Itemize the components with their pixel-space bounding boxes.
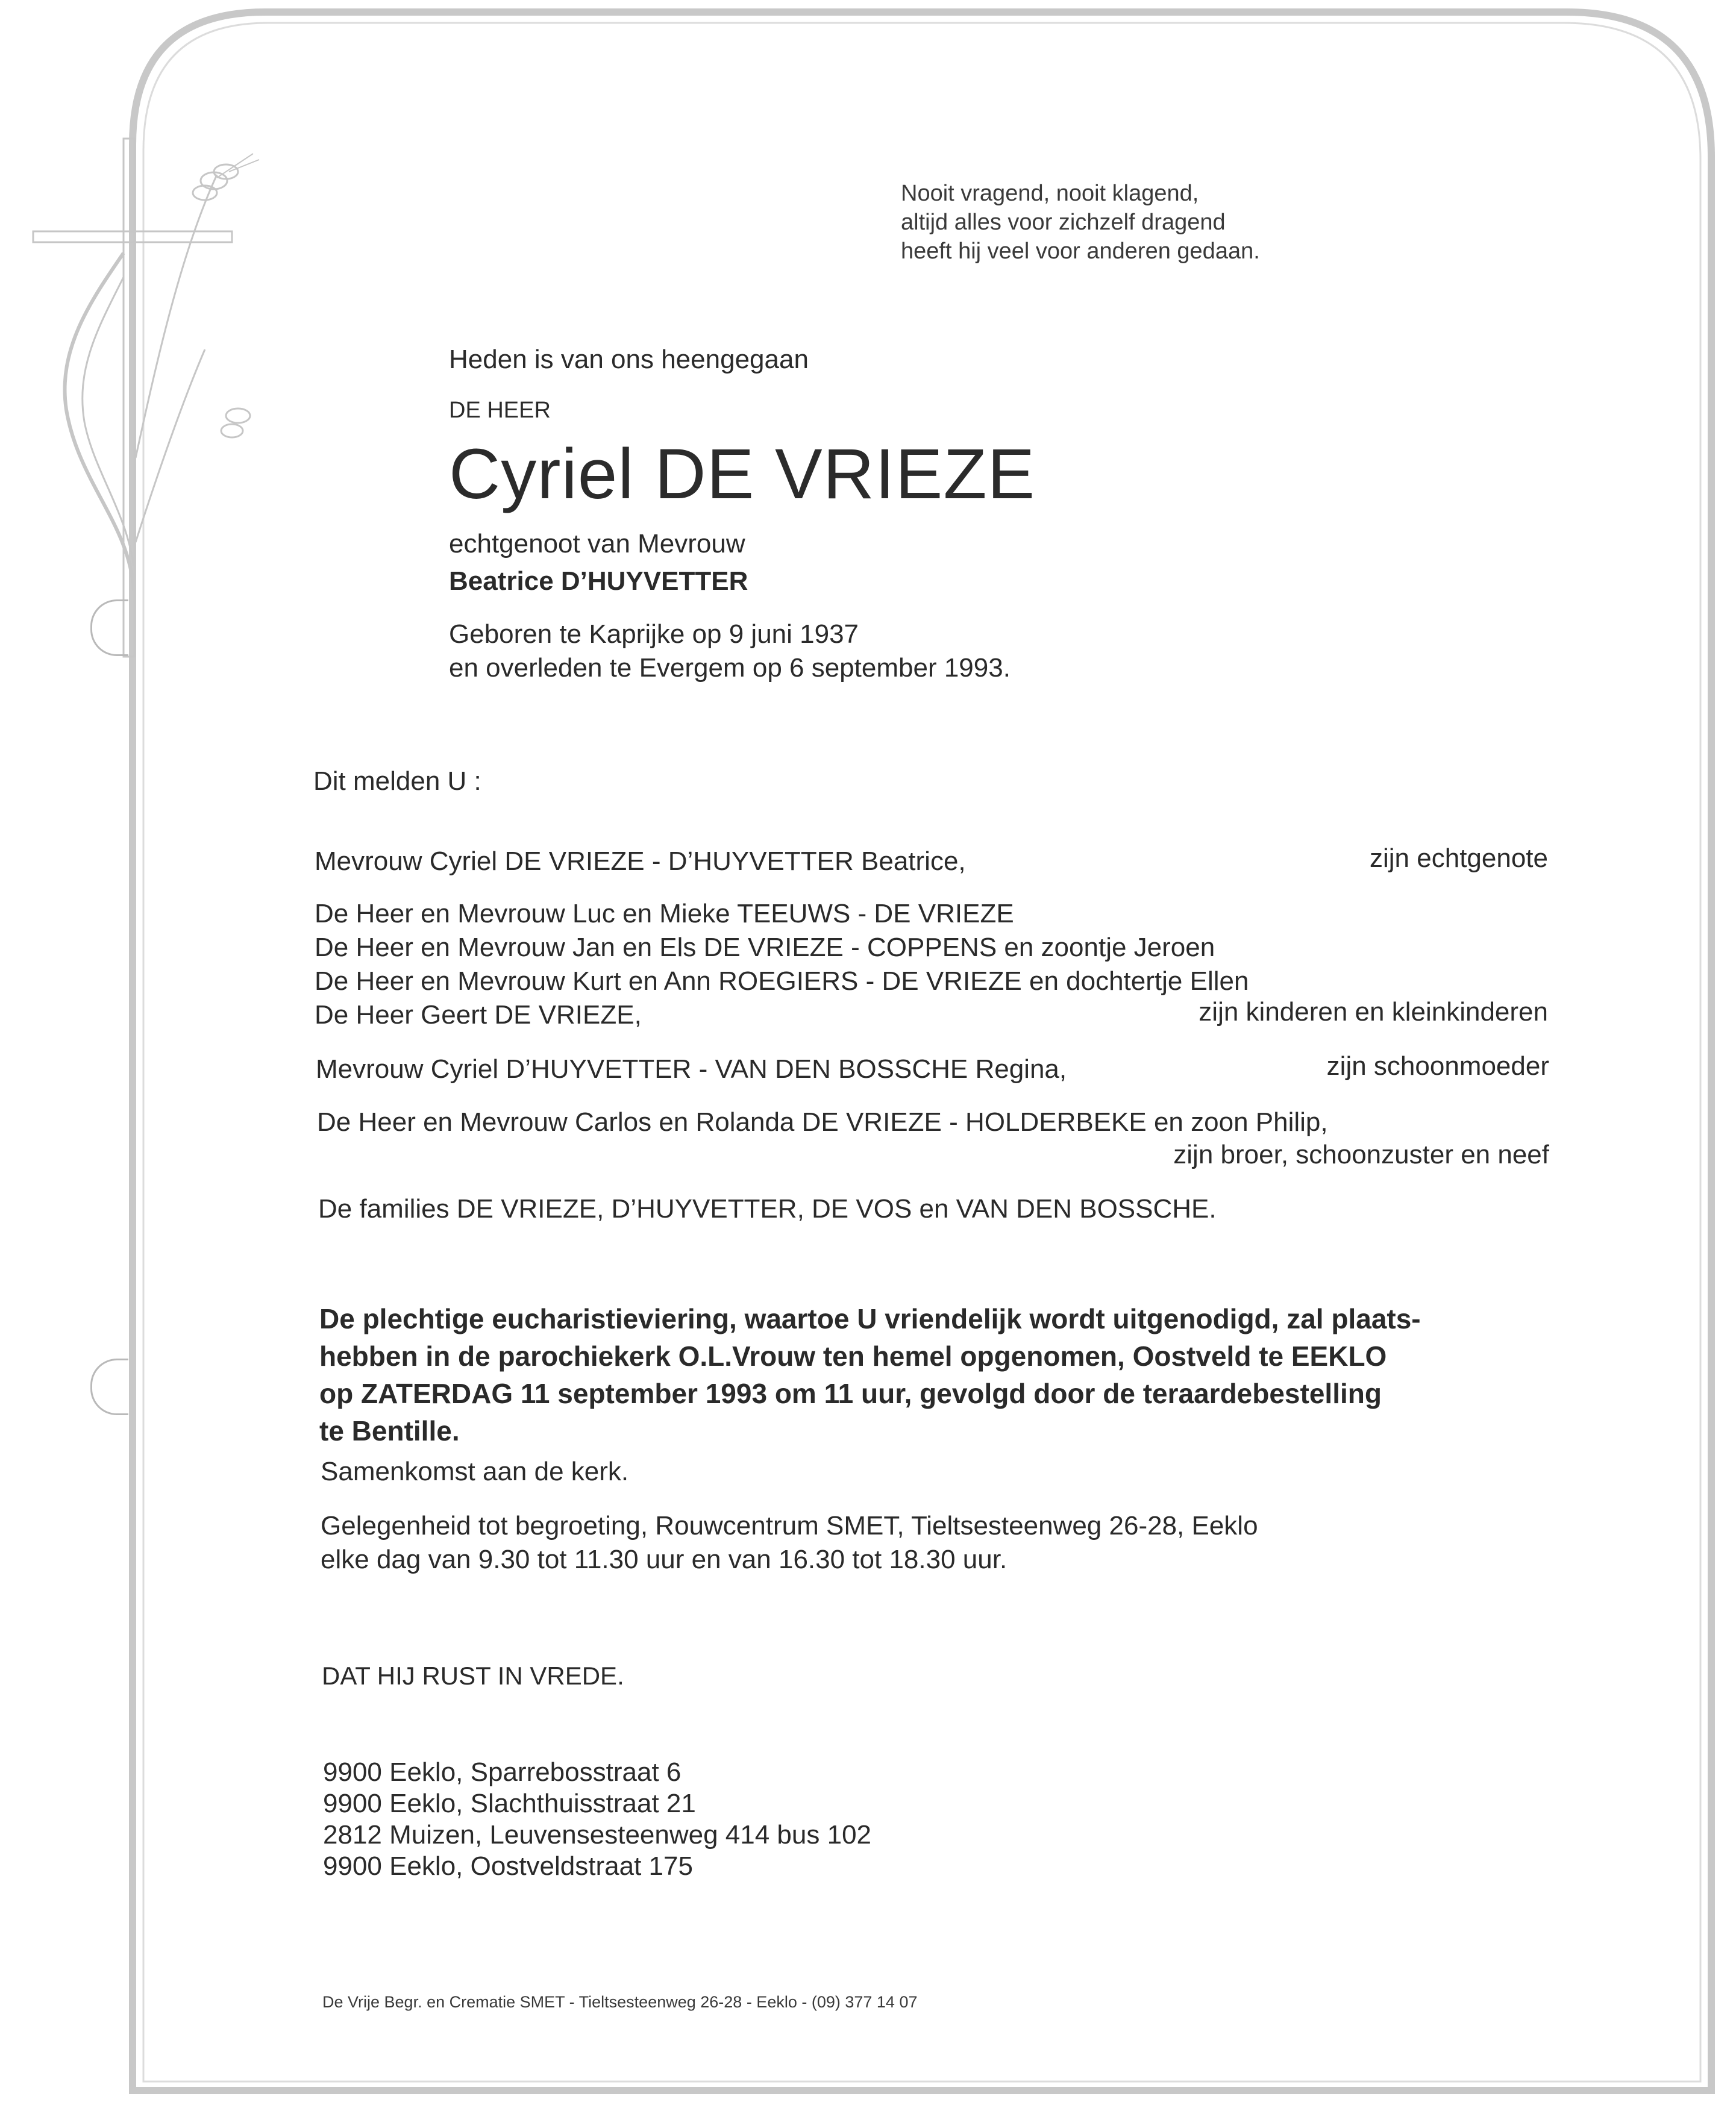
mourner-brother: De Heer en Mevrouw Carlos en Rolanda DE VRIEZE - HOLDERBEKE en zoon Philip,	[317, 1107, 1328, 1137]
poem-line: Nooit vragend, nooit klagend,	[901, 181, 1199, 206]
poem-line: altijd alles voor zichzelf dragend	[901, 210, 1226, 235]
mourner-child: De Heer en Mevrouw Jan en Els DE VRIEZE - COPPENS en zoontje Jeroen	[315, 933, 1215, 962]
mourner-widow: Mevrouw Cyriel DE VRIEZE - D’HUYVETTER Beatrice,	[315, 846, 966, 876]
address-item: 9900 Eeklo, Slachthuisstraat 21	[323, 1789, 696, 1818]
death-line: en overleden te Evergem op 6 september 1993.	[449, 653, 1011, 683]
mourner-child: De Heer en Mevrouw Kurt en Ann ROEGIERS - DE VRIEZE en dochtertje Ellen	[315, 966, 1249, 996]
visitation-line: Gelegenheid tot begroeting, Rouwcentrum SMET, Tieltsesteenweg 26-28, Eeklo	[321, 1511, 1258, 1541]
gathering-line: Samenkomst aan de kerk.	[321, 1457, 629, 1486]
mourner-mother-in-law: Mevrouw Cyriel D’HUYVETTER - VAN DEN BOSSCHE Regina,	[316, 1054, 1067, 1084]
intro-heading: Heden is van ons heengegaan	[449, 345, 809, 374]
mourner-child: De Heer en Mevrouw Luc en Mieke TEEUWS - DE VRIEZE	[315, 899, 1014, 928]
ceremony-notice	[319, 1300, 1421, 1450]
families-line: De families DE VRIEZE, D’HUYVETTER, DE VOS en VAN DEN BOSSCHE.	[318, 1194, 1217, 1224]
spouse-line: echtgenoot van Mevrouw	[449, 529, 745, 558]
birth-line: Geboren te Kaprijke op 9 juni 1937	[449, 619, 859, 649]
address-item: 9900 Eeklo, Sparrebosstraat 6	[323, 1757, 682, 1787]
address-item: 2812 Muizen, Leuvensesteenweg 414 bus 102	[323, 1820, 872, 1850]
relation-children: zijn kinderen en kleinkinderen	[1199, 997, 1548, 1027]
cross-with-wheat-icon	[33, 139, 259, 657]
ceremony-line: op ZATERDAG 11 september 1993 om 11 uur, gevolgd door de teraardebestelling	[319, 1378, 1382, 1409]
visitation-line: elke dag van 9.30 tot 11.30 uur en van 16.30 tot 18.30 uur.	[321, 1545, 1007, 1574]
ceremony-line: hebben in de parochiekerk O.L.Vrouw ten hemel opgenomen, Oostveld te EEKLO	[319, 1340, 1387, 1372]
poem-line: heeft hij veel voor anderen gedaan.	[901, 239, 1260, 264]
funeral-home-footer: De Vrije Begr. en Crematie SMET - Tieltsesteenweg 26-28 - Eeklo - (09) 377 14 07	[322, 1993, 918, 2011]
ceremony-line: te Bentille.	[319, 1415, 460, 1447]
deceased-title: DE HEER	[449, 398, 551, 423]
announce-line: Dit melden U :	[313, 766, 481, 796]
deceased-name: Cyriel DE VRIEZE	[449, 434, 1036, 514]
mourner-child: De Heer Geert DE VRIEZE,	[315, 1000, 642, 1030]
ceremony-line: De plechtige eucharistieviering, waartoe U vriendelijk wordt uitgenodigd, zal plaats-	[319, 1303, 1421, 1334]
address-item: 9900 Eeklo, Oostveldstraat 175	[323, 1851, 693, 1881]
address-list	[323, 1757, 871, 1882]
spouse-name: Beatrice D’HUYVETTER	[449, 566, 748, 596]
closing-line: DAT HIJ RUST IN VREDE.	[322, 1662, 624, 1690]
relation-mother-in-law: zijn schoonmoeder	[1326, 1051, 1549, 1081]
relation-widow: zijn echtgenote	[1370, 843, 1548, 873]
relation-brother: zijn broer, schoonzuster en neef	[1173, 1140, 1549, 1169]
